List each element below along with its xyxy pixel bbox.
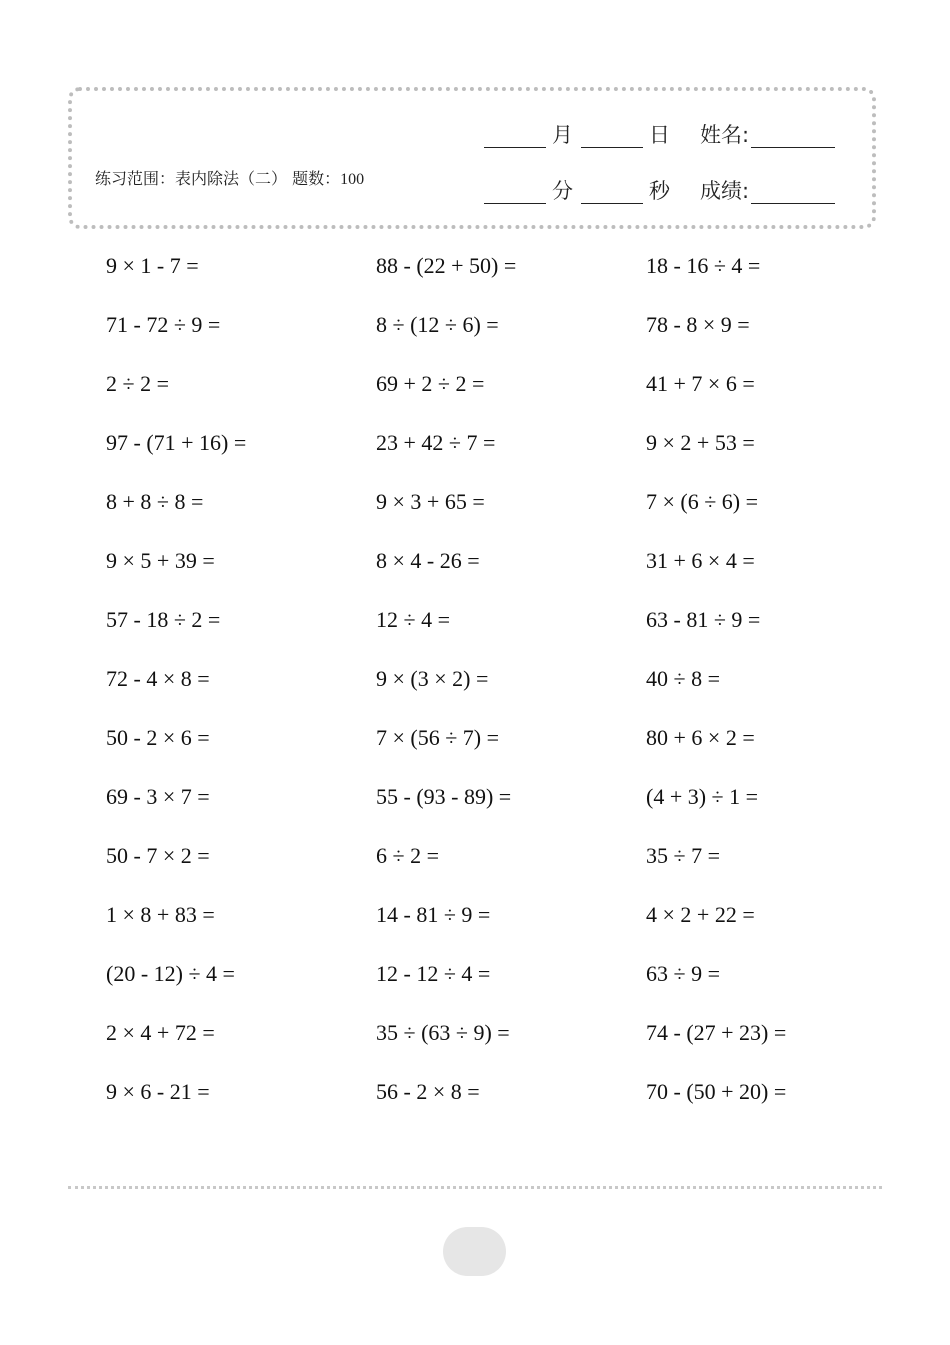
problem-item: 74 - (27 + 23) = (646, 1020, 787, 1045)
problem-item: 18 - 16 ÷ 4 = (646, 253, 761, 278)
problem-item: 9 × (3 × 2) = (376, 666, 489, 691)
minute-label: 分 (552, 179, 573, 203)
problem-item: 31 + 6 × 4 = (646, 548, 755, 573)
problem-item: 97 - (71 + 16) = (106, 430, 247, 455)
problem-item: 70 - (50 + 20) = (646, 1079, 787, 1104)
problem-item: 6 ÷ 2 = (376, 843, 439, 868)
problem-item: 7 × (6 ÷ 6) = (646, 489, 759, 514)
problem-item: 12 - 12 ÷ 4 = (376, 961, 491, 986)
problem-item: 63 ÷ 9 = (646, 961, 720, 986)
problem-item: 69 - 3 × 7 = (106, 784, 210, 809)
problem-count: 100 (340, 171, 365, 188)
problem-item: 2 ÷ 2 = (106, 371, 169, 396)
problem-item: 9 × 3 + 65 = (376, 489, 485, 514)
page-number-badge (443, 1227, 506, 1276)
problem-item: 41 + 7 × 6 = (646, 371, 755, 396)
name-label: 姓名: (700, 123, 750, 147)
problem-item: 80 + 6 × 2 = (646, 725, 755, 750)
problem-item: 63 - 81 ÷ 9 = (646, 607, 761, 632)
problem-item: 9 × 6 - 21 = (106, 1079, 210, 1104)
problem-item: 50 - 7 × 2 = (106, 843, 210, 868)
footer-divider (68, 1186, 882, 1189)
problem-item: 35 ÷ (63 ÷ 9) = (376, 1020, 510, 1045)
problem-item: 8 ÷ (12 ÷ 6) = (376, 312, 499, 337)
problem-item: 2 × 4 + 72 = (106, 1020, 215, 1045)
problem-item: 14 - 81 ÷ 9 = (376, 902, 491, 927)
problem-item: 40 ÷ 8 = (646, 666, 720, 691)
problem-item: (20 - 12) ÷ 4 = (106, 961, 235, 986)
problem-item: 57 - 18 ÷ 2 = (106, 607, 221, 632)
month-label: 月 (552, 123, 573, 147)
problem-item: 50 - 2 × 6 = (106, 725, 210, 750)
problem-item: 88 - (22 + 50) = (376, 253, 517, 278)
second-label: 秒 (649, 179, 670, 203)
problem-item: 56 - 2 × 8 = (376, 1079, 480, 1104)
score-label: 成绩: (700, 179, 750, 203)
problem-item: 78 - 8 × 9 = (646, 312, 750, 337)
problem-item: (4 + 3) ÷ 1 = (646, 784, 759, 809)
problem-item: 23 + 42 ÷ 7 = (376, 430, 496, 455)
problem-item: 1 × 8 + 83 = (106, 902, 215, 927)
problem-item: 72 - 4 × 8 = (106, 666, 210, 691)
problem-item: 7 × (56 ÷ 7) = (376, 725, 500, 750)
day-label: 日 (649, 123, 670, 147)
problem-item: 55 - (93 - 89) = (376, 784, 512, 809)
range-label: 练习范围：表内除法（二） 题数： (95, 169, 341, 188)
problem-item: 69 + 2 ÷ 2 = (376, 371, 485, 396)
problem-item: 9 × 2 + 53 = (646, 430, 755, 455)
problem-item: 8 × 4 - 26 = (376, 548, 480, 573)
problem-item: 12 ÷ 4 = (376, 607, 450, 632)
problem-item: 9 × 1 - 7 = (106, 253, 199, 278)
problem-item: 8 + 8 ÷ 8 = (106, 489, 204, 514)
problem-item: 9 × 5 + 39 = (106, 548, 215, 573)
problem-item: 4 × 2 + 22 = (646, 902, 755, 927)
problem-item: 35 ÷ 7 = (646, 843, 720, 868)
problem-item: 71 - 72 ÷ 9 = (106, 312, 221, 337)
